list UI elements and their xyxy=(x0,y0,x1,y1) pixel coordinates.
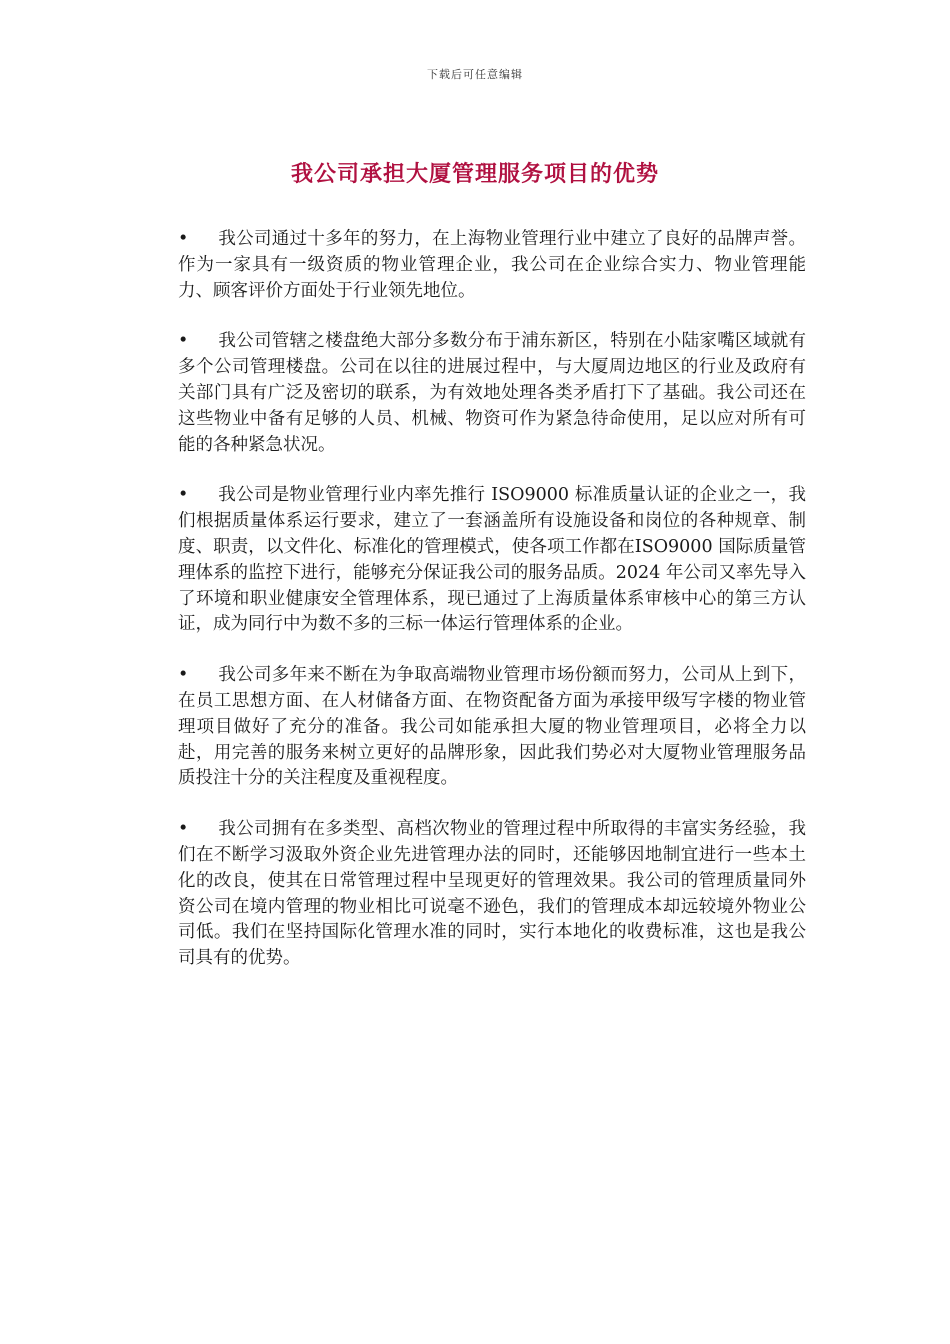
paragraph-text: 我公司多年来不断在为争取高端物业管理市场份额而努力，公司从上到下，在员工思想方面、在人材储备方面、在物资配备方面为承接甲级写字楼的物业管理项目做好了充分的准备。我公司如能承担大厦的物业管理项目，必将全力以赴，用完善的服务来树立更好的品牌形象，因此我们势必对大厦物业管理服务品质投注十分的关注程度及重视程度。 xyxy=(178,665,806,789)
paragraph-property-distribution xyxy=(178,329,806,458)
bullet-marker: • xyxy=(178,665,189,686)
page-header-note: 下载后可任意编辑 xyxy=(427,68,523,81)
bullet-marker: • xyxy=(178,229,189,249)
paragraph-text: 我公司拥有在多类型、高档次物业的管理过程中所取得的丰富实务经验，我们在不断学习汲取外资企业先进管理办法的同时，还能够因地制宜进行一些本土化的改良，使其在日常管理过程中呈现更好的管理效果。我公司的管理质量同外资公司在境内管理的物业相比可说毫不逊色，我们的管理成本却远较境外物业公司低。我们在坚持国际化管理水准的同时，实行本地化的收费标准，这也是我公司具有的优势。 xyxy=(178,819,806,969)
paragraph-text: 我公司通过十多年的努力，在上海物业管理行业中建立了良好的品牌声誉。作为一家具有一级资质的物业管理企业，我公司在企业综合实力、物业管理能力、顾客评价方面处于行业领先地位。 xyxy=(178,229,806,301)
paragraph-text: 我公司管辖之楼盘绝大部分多数分布于浦东新区，特别在小陆家嘴区域就有多个公司管理楼盘。公司在以往的进展过程中，与大厦周边地区的行业及政府有关部门具有广泛及密切的联系，为有效地处理各类矛盾打下了基础。我公司还在这些物业中备有足够的人员、机械、物资可作为紧急待命使用，足以应对所有可能的各种紧急状况。 xyxy=(178,331,806,455)
bullet-marker: • xyxy=(178,819,189,840)
bullet-marker: • xyxy=(178,485,189,506)
bullet-marker: • xyxy=(178,331,189,352)
paragraph-text: 我公司是物业管理行业内率先推行 ISO9000 标准质量认证的企业之一，我们根据质量体系运行要求，建立了一套涵盖所有设施设备和岗位的各种规章、制度、职责，以文件化、标准化的管理模式，使各项工作都在ISO9000 国际质量管理体系的监控下进行，能够充分保证我公司的服务品质。2024 年公司又率先导入了环境和职业健康安全管理体系，现已通过了上海质量体系审核中心的第三方认证，成为同行中为数不多的三标一体运行管理体系的企业。 xyxy=(178,485,806,635)
paragraph-market-preparation xyxy=(178,663,806,792)
paragraph-iso-certification xyxy=(178,483,806,638)
paragraph-brand-reputation xyxy=(178,227,806,304)
paragraph-management-experience xyxy=(178,817,806,972)
document-body xyxy=(178,227,806,997)
document-title: 我公司承担大厦管理服务项目的优势 xyxy=(290,162,659,187)
